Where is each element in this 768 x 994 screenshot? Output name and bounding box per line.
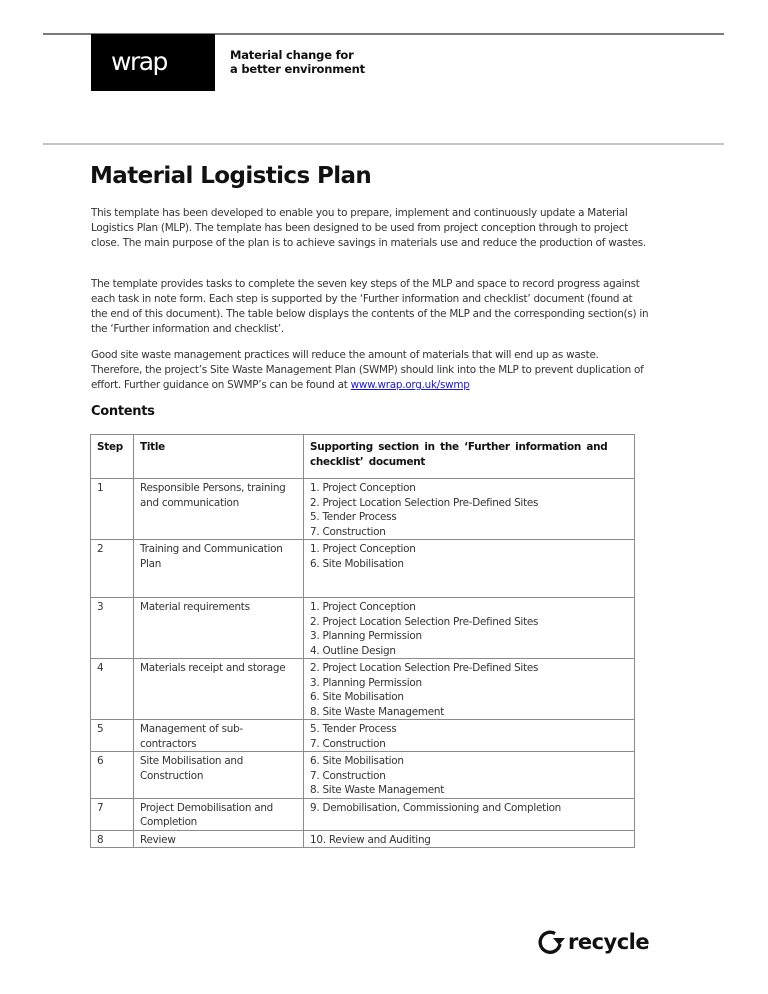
recycle-logo	[536, 927, 649, 957]
section-item: 8. Site Waste Management	[310, 784, 445, 796]
header-title: Title	[134, 435, 304, 479]
header-step: Step	[91, 435, 134, 479]
section-item: 3. Planning Permission	[310, 630, 422, 642]
contents-table	[90, 434, 635, 848]
section-item: 3. Planning Permission	[310, 676, 422, 689]
intro-paragraph-3	[91, 348, 651, 393]
section-item: 7. Construction	[310, 769, 386, 782]
cell-step: 8	[91, 830, 134, 848]
section-item: 5. Tender Process	[310, 511, 397, 523]
section-item: 4. Outline Design	[310, 644, 396, 657]
cell-sections	[304, 479, 635, 540]
cell-title: Site Mobilisation and Construction	[134, 752, 304, 799]
cell-sections	[304, 830, 635, 848]
section-item: 10. Review and Auditing	[310, 833, 431, 846]
tagline-line2: a better environment	[230, 62, 365, 76]
cell-sections	[304, 720, 635, 752]
cell-step: 6	[91, 752, 134, 799]
cell-step: 7	[91, 798, 134, 830]
cell-step: 3	[91, 598, 134, 659]
section-item: 2. Project Location Selection Pre-Defined Sites	[310, 615, 539, 628]
table-row	[91, 479, 635, 540]
wrap-logo-icon	[111, 48, 197, 80]
table-row	[91, 798, 635, 830]
cell-title: Management of sub-contractors	[134, 720, 304, 752]
cell-sections	[304, 598, 635, 659]
recycle-icon	[536, 927, 566, 957]
page-title: Material Logistics Plan	[90, 163, 372, 189]
table-row	[91, 830, 635, 848]
tagline	[230, 48, 365, 76]
tagline-line1: Material change for	[230, 48, 354, 62]
swmp-link[interactable]: www.wrap.org.uk/swmp	[350, 379, 470, 391]
cell-title: Review	[134, 830, 304, 848]
section-item: 1. Project Conception	[310, 482, 416, 494]
table-header-row	[91, 435, 635, 479]
recycle-text: recycle	[568, 930, 650, 954]
wrap-logo	[91, 34, 215, 91]
cell-title: Material requirements	[134, 598, 304, 659]
section-item: 8. Site Waste Management	[310, 705, 445, 718]
section-item: 6. Site Mobilisation	[310, 691, 404, 703]
cell-sections	[304, 659, 635, 720]
section-item: 5. Tender Process	[310, 723, 397, 735]
cell-sections	[304, 752, 635, 799]
section-item: 2. Project Location Selection Pre-Defined Sites	[310, 662, 539, 674]
header-section: Supporting section in the ‘Further information and checklist’ document	[304, 435, 635, 479]
cell-sections	[304, 540, 635, 598]
section-item: 2. Project Location Selection Pre-Defined Sites	[310, 496, 539, 509]
cell-title: Training and Communication Plan	[134, 540, 304, 598]
table-row	[91, 720, 635, 752]
contents-heading: Contents	[91, 404, 155, 419]
section-item: 7. Construction	[310, 525, 386, 538]
section-item: 6. Site Mobilisation	[310, 755, 404, 767]
cell-step: 1	[91, 479, 134, 540]
table-row	[91, 540, 635, 598]
intro-paragraph-2: The template provides tasks to complete the seven key steps of the MLP and space to record progress against each task in note form. Each step is supported by the ‘Further information and checklist’ document (found at the end of this document). The table below displays the contents of the MLP and the corresponding section(s) in the ‘Further information and checklist’.	[91, 278, 649, 335]
section-item: 6. Site Mobilisation	[310, 557, 404, 570]
cell-title: Materials receipt and storage	[134, 659, 304, 720]
intro-paragraph-1: This template has been developed to enable you to prepare, implement and continuously update a Material Logistics Plan (MLP). The template has been designed to be used from project conception through to project close. The main purpose of the plan is to achieve savings in materials use and reduce the production of wastes.	[91, 207, 646, 249]
section-item: 1. Project Conception	[310, 601, 416, 613]
cell-sections	[304, 798, 635, 830]
table-row	[91, 752, 635, 799]
table-row	[91, 659, 635, 720]
svg-text:wrap: wrap	[111, 48, 167, 76]
section-item: 9. Demobilisation, Commissioning and Completion	[310, 801, 562, 814]
section-item: 1. Project Conception	[310, 543, 416, 555]
section-item: 7. Construction	[310, 737, 386, 750]
table-row	[91, 598, 635, 659]
header-bottom-rule	[43, 143, 724, 145]
cell-step: 5	[91, 720, 134, 752]
cell-title: Project Demobilisation and Completion	[134, 798, 304, 830]
cell-step: 4	[91, 659, 134, 720]
cell-step: 2	[91, 540, 134, 598]
paragraph-3-text: Good site waste management practices will reduce the amount of materials that will end up as waste. Therefore, the project’s Site Waste Management Plan (SWMP) should link into the MLP to prevent duplication of effort. Further guidance on SWMP’s can be found at	[91, 349, 644, 391]
cell-title: Responsible Persons, training and communication	[134, 479, 304, 540]
